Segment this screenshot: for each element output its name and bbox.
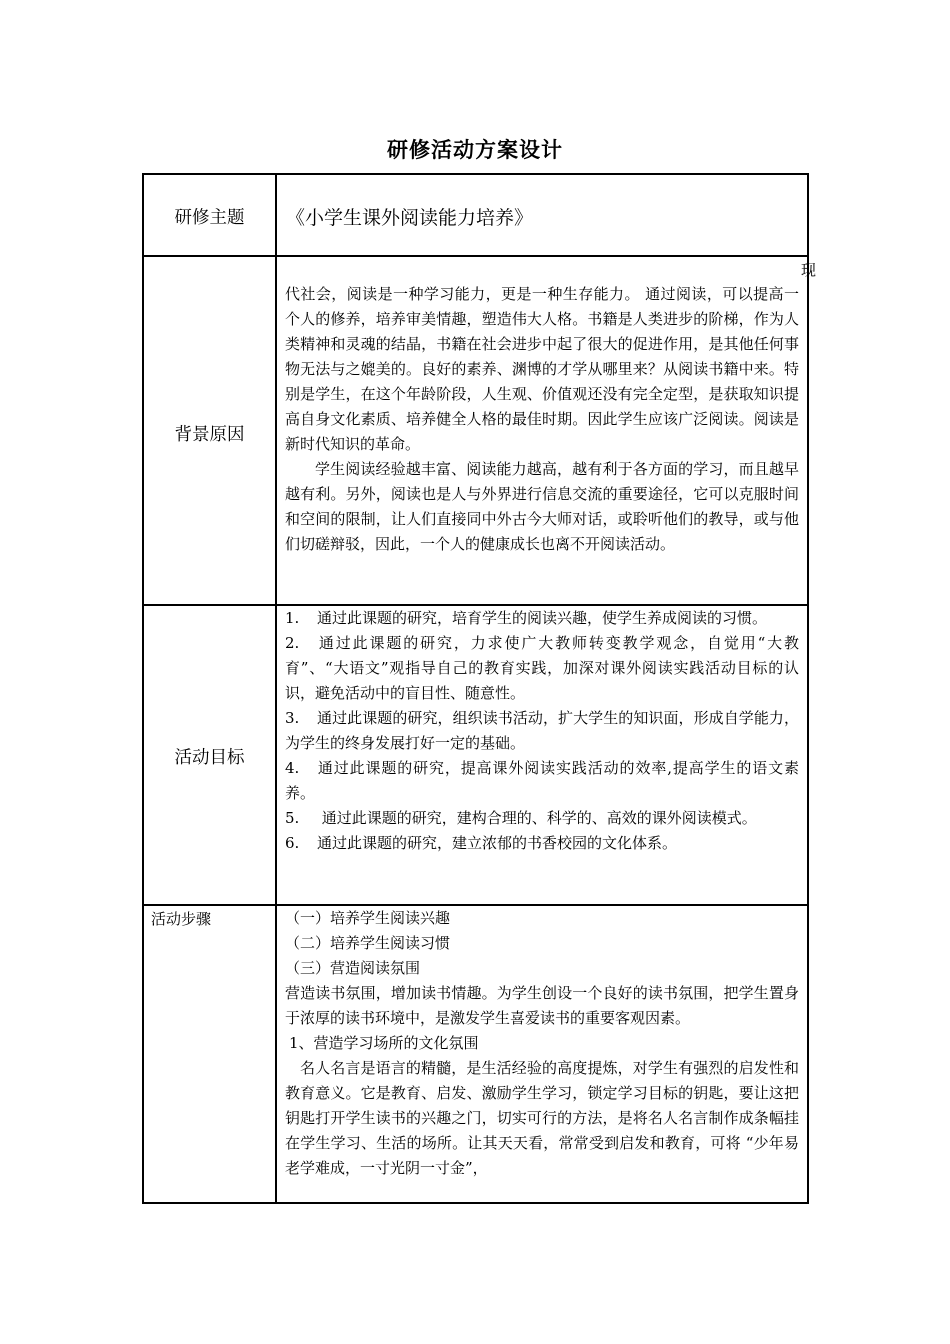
goal-item xyxy=(285,606,799,631)
goal-number: 4. xyxy=(285,759,300,777)
table-border-right xyxy=(807,173,809,1204)
steps-line: （二）培养学生阅读习惯 xyxy=(285,934,451,952)
table-border-left xyxy=(142,173,144,1204)
goal-number: 2. xyxy=(285,634,300,652)
goal-item xyxy=(285,756,799,806)
topic-value: 《小学生课外阅读能力培养》 xyxy=(286,207,534,229)
table-column-divider xyxy=(275,173,277,1204)
steps-paragraph-1: 营造读书氛围，增加读书情趣。为学生创设一个良好的读书氛围，把学生置身于浓厚的读书环境中，是激发学生喜爱读书的重要客观因素。 xyxy=(285,984,799,1027)
document-title: 研修活动方案设计 xyxy=(387,137,563,162)
goal-number: 5. xyxy=(285,809,300,827)
background-paragraph-1: 代社会，阅读是一种学习能力，更是一种生存能力。 通过阅读，可以提高一个人的修养，培养审美情趣，塑造伟大人格。书籍是人类进步的阶梯，作为人类精神和灵魂的结晶，书籍在社会进步中起了很大的促进作用，是其他任何事物无法与之媲美的。良好的素养、渊博的才学从哪里来？从阅读书籍中来。特别是学生，在这个年龄阶段，人生观、价值观还没有完全定型，是获取知识提高自身文化素质、培养健全人格的最佳时期。因此学生应该广泛阅读。阅读是新时代知识的革命。 xyxy=(285,285,799,453)
goal-text: 通过此课题的研究，培育学生的阅读兴趣，使学生养成阅读的习惯。 xyxy=(317,609,768,627)
steps-text xyxy=(285,906,799,1181)
goals-label: 活动目标 xyxy=(174,748,245,768)
background-paragraph-2: 学生阅读经验越丰富、阅读能力越高，越有利于各方面的学习，而且越早越有利。另外，阅读也是人与外界进行信息交流的重要途径，它可以克服时间和空间的限制，让人们直接同中外古今大师对话，或聆听他们的教导，或与他们切磋辩驳，因此，一个人的健康成长也离不开阅读活动。 xyxy=(285,460,799,553)
goal-text: 通过此课题的研究，组织读书活动，扩大学生的知识面，形成自学能力，为学生的终身发展打好一定的基础。 xyxy=(285,709,799,752)
goal-text: 通过此课题的研究，建立浓郁的书香校园的文化体系。 xyxy=(317,834,678,852)
goal-text: 通过此课题的研究，力求使广大教师转变教学观念，自觉用“大教育”、“大语文”观指导自己的教育实践，加深对课外阅读实践活动目标的认识，避免活动中的盲目性、随意性。 xyxy=(285,634,799,702)
steps-line: （三）营造阅读氛围 xyxy=(285,959,421,977)
goal-item xyxy=(285,806,799,831)
goal-number: 3. xyxy=(285,709,300,727)
table-border-top xyxy=(142,173,809,175)
steps-label: 活动步骤 xyxy=(151,910,212,928)
topic-label: 研修主题 xyxy=(174,208,245,228)
goal-text: 通过此课题的研究，提高课外阅读实践活动的效率,提高学生的语文素养。 xyxy=(285,759,799,802)
goal-item xyxy=(285,706,799,756)
background-label: 背景原因 xyxy=(174,425,245,445)
background-text xyxy=(285,282,799,557)
goal-number: 6. xyxy=(285,834,300,852)
table-border-bottom xyxy=(142,1202,809,1204)
row-divider-1 xyxy=(142,255,809,257)
goal-number: 1. xyxy=(285,609,300,627)
goal-item xyxy=(285,831,799,856)
goal-item xyxy=(285,631,799,706)
steps-subheading: 1、营造学习场所的文化氛围 xyxy=(289,1034,479,1052)
goal-text: 通过此课题的研究，建构合理的、科学的、高效的课外阅读模式。 xyxy=(317,809,757,827)
background-stray-char: 现 xyxy=(801,261,817,279)
steps-paragraph-2: 名人名言是语言的精髓，是生活经验的高度提炼，对学生有强烈的启发性和教育意义。它是教育、启发、激励学生学习，锁定学习目标的钥匙，要让这把钥匙打开学生读书的兴趣之门，切实可行的方法，是将名人名言制作成条幅挂在学生学习、生活的场所。让其天天看，常常受到启发和教育，可将 “少年易老学难成，一寸光阴一寸金”， xyxy=(285,1059,799,1177)
goals-list xyxy=(285,606,799,856)
steps-line: （一）培养学生阅读兴趣 xyxy=(285,909,451,927)
